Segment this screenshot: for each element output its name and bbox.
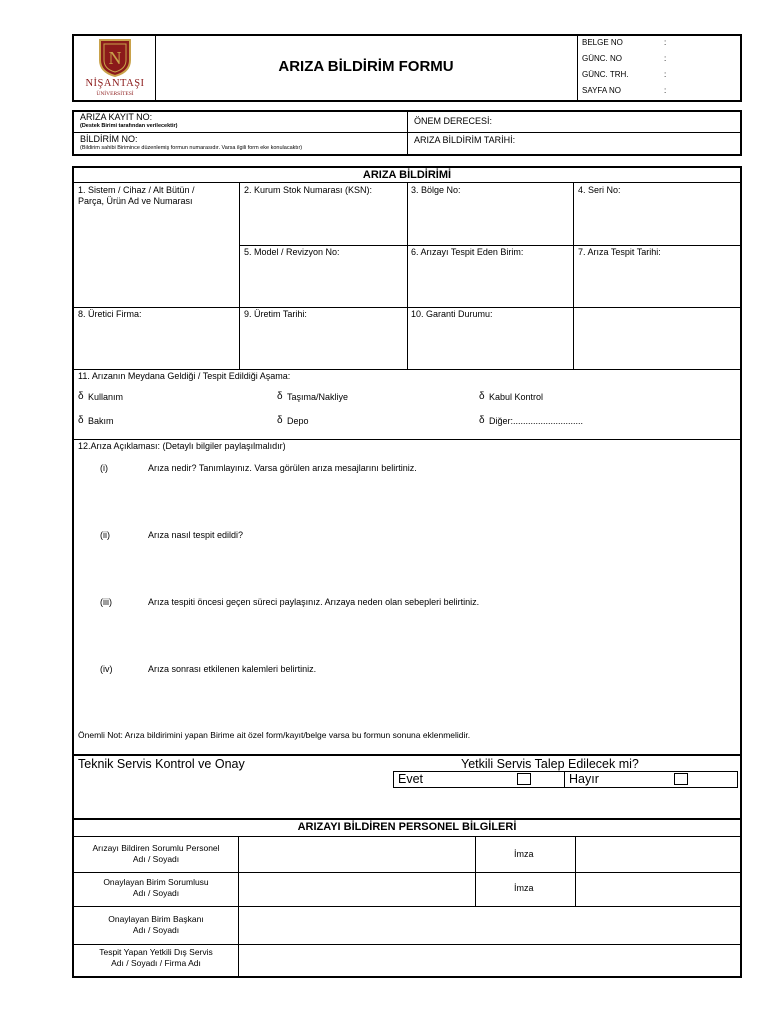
kayit-no-label: ARIZA KAYIT NO:	[80, 112, 153, 122]
imza-label-1: İmza	[514, 849, 534, 859]
meta-gunc-trh-value: :	[664, 70, 667, 79]
shield-icon	[80, 38, 150, 78]
university-logo	[80, 38, 150, 100]
option-kabul-kontrol[interactable]	[479, 391, 639, 403]
onem-derecesi-label: ÖNEM DERECESİ:	[414, 116, 493, 126]
meta-sayfa-value: :	[664, 86, 667, 95]
personel-row-1-label	[74, 843, 238, 865]
meta-belge-label: BELGE NO	[582, 38, 623, 47]
field-9-label: 9. Üretim Tarihi:	[244, 309, 307, 319]
personel-row-4-label	[74, 947, 238, 969]
option-checkbox-icon: δ	[479, 415, 485, 426]
personel-row-3-label	[74, 914, 238, 936]
option-checkbox-icon: δ	[78, 391, 84, 402]
field-7-label: 7. Arıza Tespit Tarihi:	[578, 247, 661, 257]
option-bakim[interactable]	[78, 415, 238, 427]
form-title: ARIZA BİLDİRİM FORMU	[278, 58, 454, 75]
row-label-line2: Adı / Soyadı / Firma Adı	[111, 958, 201, 968]
question-1-text: Arıza nedir? Tanımlayınız. Varsa görülen arıza mesajlarını belirtiniz.	[148, 463, 417, 473]
bildirim-no-label: BİLDİRİM NO:	[80, 134, 138, 144]
personel-row-1-name-field[interactable]	[239, 837, 475, 872]
meta-gunc-trh-label: GÜNC. TRH.	[582, 70, 629, 79]
field-1-line1: 1. Sistem / Cihaz / Alt Bütün /	[78, 185, 195, 195]
field-12-label: 12.Arıza Açıklaması: (Detaylı bilgiler paylaşılmalıdır)	[78, 441, 286, 451]
svg-text:N: N	[108, 48, 122, 68]
option-checkbox-icon: δ	[277, 391, 283, 402]
field-5-label: 5. Model / Revizyon No:	[244, 247, 340, 257]
field-3-label: 3. Bölge No:	[411, 185, 461, 195]
option-checkbox-icon: δ	[479, 391, 485, 402]
servis-question: Yetkili Servis Talep Edilecek mi?	[461, 757, 639, 771]
row-label-line1: Onaylayan Birim Sorumlusu	[103, 877, 209, 887]
option-label: Bakım	[88, 416, 114, 426]
imza-field-1[interactable]	[576, 837, 741, 872]
option-label: Depo	[287, 416, 309, 426]
hayir-label: Hayır	[569, 772, 599, 786]
question-4-text: Arıza sonrası etkilenen kalemleri belirtiniz.	[148, 664, 317, 674]
question-2-text: Arıza nasıl tespit edildi?	[148, 530, 244, 540]
question-2-num: (ii)	[100, 530, 110, 540]
row-label-line1: Arızayı Bildiren Sorumlu Personel	[92, 843, 220, 853]
option-checkbox-icon: δ	[277, 415, 283, 426]
logo-name: NİŞANTAŞI	[85, 78, 145, 89]
field-10-label: 10. Garanti Durumu:	[411, 309, 493, 319]
field-11-label: 11. Arızanın Meydana Geldiği / Tespit Edildiği Aşama:	[78, 371, 291, 381]
imza-field-2[interactable]	[576, 873, 741, 906]
question-3-num: (iii)	[100, 597, 112, 607]
row-label-line1: Tespit Yapan Yetkili Dış Servis	[99, 947, 213, 957]
option-checkbox-icon: δ	[78, 415, 84, 426]
section-title-ariza: ARIZA BİLDİRİMİ	[362, 169, 452, 181]
field-2-label: 2. Kurum Stok Numarası (KSN):	[244, 185, 373, 195]
question-1-num: (i)	[100, 463, 108, 473]
option-tasima[interactable]	[277, 391, 437, 403]
row-label-line2: Adı / Soyadı	[132, 854, 180, 864]
field-6-label: 6. Arızayı Tespit Eden Birim:	[411, 247, 524, 257]
option-label: Kullanım	[88, 392, 124, 402]
bildirim-no-note: (Bildirim sahibi Birimince düzenlemiş formun numarasıdır. Varsa ilgili form eke konulacaktır)	[80, 145, 303, 151]
section-title-personel: ARIZAYI BİLDİREN PERSONEL BİLGİLERİ	[297, 821, 517, 833]
option-kullanim[interactable]	[78, 391, 238, 403]
meta-gunc-no-value: :	[664, 54, 667, 63]
ariza-tarihi-label: ARIZA BİLDİRİM TARİHİ:	[414, 135, 516, 145]
meta-list	[582, 36, 740, 100]
meta-belge-value: :	[664, 38, 667, 47]
field-8-label: 8. Üretici Firma:	[78, 309, 142, 319]
option-depo[interactable]	[277, 415, 437, 427]
row-label-line1: Onaylayan Birim Başkanı	[108, 914, 204, 924]
personel-row-4-name-field[interactable]	[239, 945, 741, 977]
field-4-label: 4. Seri No:	[578, 185, 621, 195]
imza-label-2: İmza	[514, 883, 534, 893]
kayit-no-note: (Destek Birimi tarafından verilecektir)	[80, 123, 178, 129]
personel-row-3-name-field[interactable]	[239, 907, 741, 944]
field-1-line2: Parça, Ürün Ad ve Numarası	[78, 196, 193, 206]
hayir-checkbox[interactable]	[674, 773, 688, 785]
option-label: Diğer:............................	[489, 416, 584, 426]
logo-sub: ÜNİVERSİTESİ	[96, 91, 134, 97]
personel-row-2-label	[74, 877, 238, 899]
meta-gunc-no-label: GÜNC. NO	[582, 54, 622, 63]
personel-row-2-name-field[interactable]	[239, 873, 475, 906]
question-4-num: (iv)	[100, 664, 113, 674]
option-label: Taşıma/Nakliye	[287, 392, 349, 402]
option-diger[interactable]	[479, 415, 679, 427]
row-label-line2: Adı / Soyadı	[132, 888, 180, 898]
important-note: Önemli Not: Arıza bildirimini yapan Birime ait özel form/kayıt/belge varsa bu formun sonuna eklenmelidir.	[78, 730, 471, 740]
question-3-text: Arıza tespiti öncesi geçen süreci paylaşınız. Arızaya neden olan sebepleri belirtiniz.	[148, 597, 480, 607]
meta-sayfa-label: SAYFA NO	[582, 86, 621, 95]
evet-label: Evet	[398, 772, 424, 786]
option-label: Kabul Kontrol	[489, 392, 544, 402]
row-label-line2: Adı / Soyadı	[132, 925, 180, 935]
servis-title: Teknik Servis Kontrol ve Onay	[78, 757, 245, 771]
evet-checkbox[interactable]	[517, 773, 531, 785]
